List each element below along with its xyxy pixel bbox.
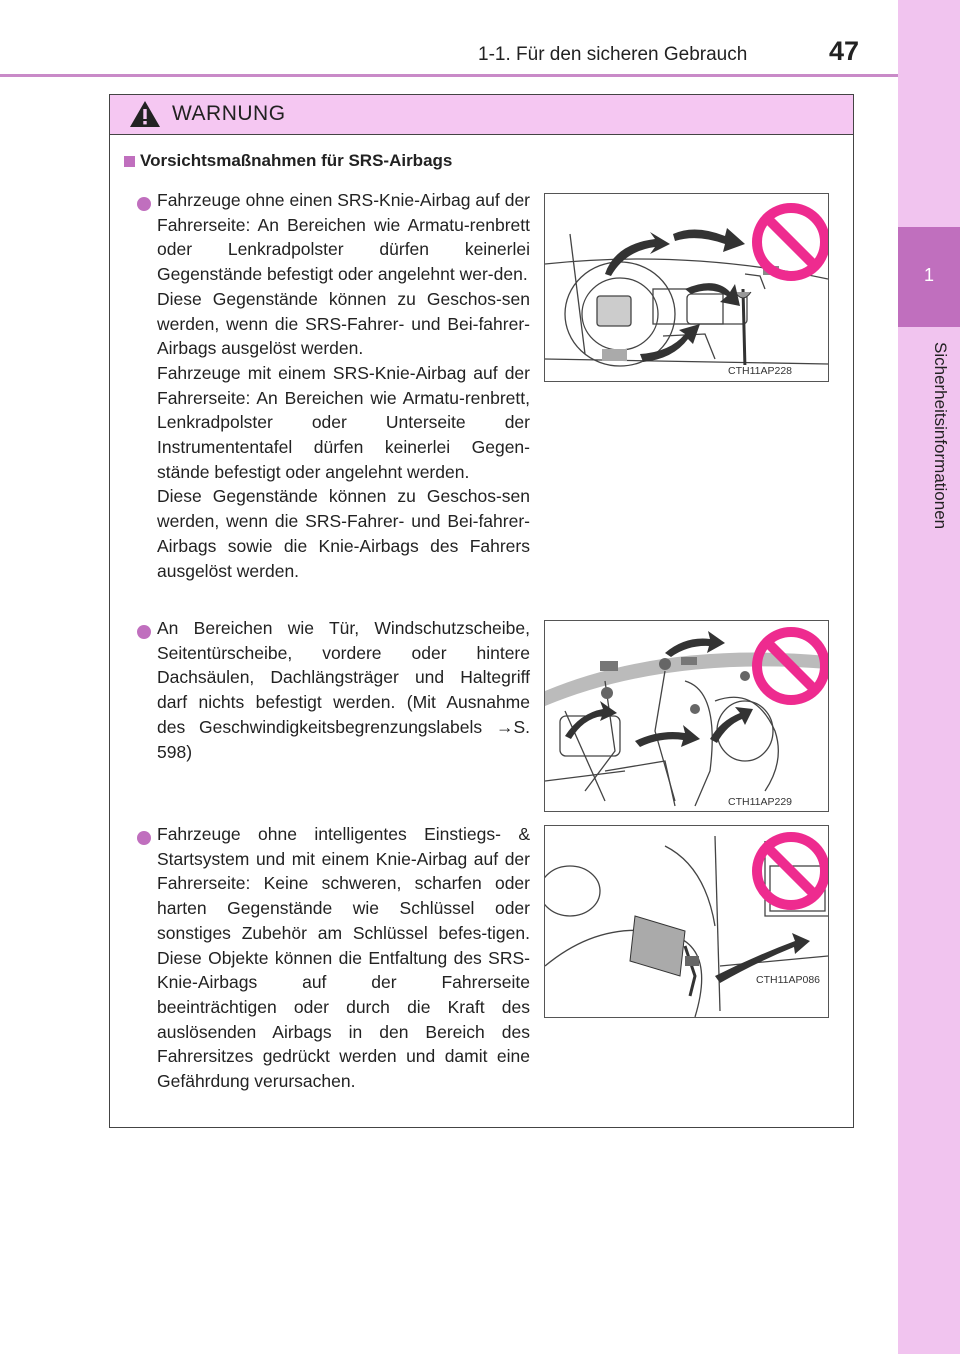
interior-illustration bbox=[545, 621, 828, 811]
section-heading: Vorsichtsmaßnahmen für SRS-Airbags bbox=[140, 151, 453, 170]
warning-item-2 bbox=[157, 616, 530, 764]
figure-interior bbox=[544, 620, 829, 812]
paragraph: An Bereichen wie Tür, Windschutzscheibe, Seitentürscheibe, vordere oder hintere Dachsäulen, Dachlängsträger und Haltegriff darf nichts befestigt werden. (Mit Ausnahme des Geschwindigkeitsbegrenzungslabels →S. 598) bbox=[157, 618, 530, 762]
header-divider bbox=[0, 74, 898, 77]
paragraph: Fahrzeuge ohne intelligentes Einstiegs- & Startsystem und mit einem Knie-Airbag auf der Fahrerseite: Keine schweren, scharfen oder harten Gegenstände wie Schlüssel oder sonstiges Zubehör am Schlüssel befes-tigen. Diese Objekte können die Entfaltung des SRS-Knie-Airbags auf der Fahrerseite beeinträchtigen oder durch die Kraft des auslösenden Airbags in den Bereich des Fahrersitzes gedrückt werden und damit eine Gefährdung verursachen. bbox=[157, 824, 530, 1092]
warning-title: WARNUNG bbox=[172, 102, 286, 125]
chapter-label: Sicherheitsinformationen bbox=[931, 342, 950, 530]
paragraph: Diese Gegenstände können zu Geschos-sen werden, wenn die SRS-Fahrer- und Bei-fahrer-Airbags ausgelöst werden. bbox=[157, 288, 530, 359]
figure-label: CTH11AP228 bbox=[728, 365, 793, 377]
chapter-number: 1 bbox=[923, 265, 934, 285]
prohibition-icon bbox=[757, 208, 825, 276]
figure-key bbox=[544, 825, 829, 1018]
bullet-icon bbox=[137, 831, 151, 845]
section-square-icon bbox=[124, 156, 135, 167]
page-number: 47 bbox=[829, 36, 860, 66]
chapter-tab bbox=[898, 0, 960, 1354]
paragraph: Diese Gegenstände können zu Geschos-sen werden, wenn die SRS-Fahrer- und Bei-fahrer-Airbags sowie die Knie-Airbags des Fahrers ausgelöst werden. bbox=[157, 486, 530, 581]
warning-header bbox=[110, 95, 853, 135]
section-title: 1-1. Für den sicheren Gebrauch bbox=[478, 44, 748, 65]
warning-item-3 bbox=[157, 822, 530, 1094]
key-illustration bbox=[545, 826, 828, 1017]
figure-label: CTH11AP086 bbox=[756, 974, 821, 986]
bullet-icon bbox=[137, 197, 151, 211]
figure-dashboard bbox=[544, 193, 829, 382]
warning-item-1 bbox=[157, 188, 530, 583]
prohibition-icon bbox=[757, 837, 825, 905]
warning-triangle-icon bbox=[128, 99, 162, 129]
paragraph: Fahrzeuge mit einem SRS-Knie-Airbag auf der Fahrerseite: An Bereichen wie Armatu-renbrett, Lenkradpolster oder Unterseite der Instrumententafel dürfen keinerlei Gegen-stände befestigt oder angelehnt werden. bbox=[157, 362, 530, 482]
bullet-icon bbox=[137, 625, 151, 639]
dashboard-illustration bbox=[545, 194, 828, 381]
figure-label: CTH11AP229 bbox=[728, 796, 793, 808]
paragraph: Fahrzeuge ohne einen SRS-Knie-Airbag auf der Fahrerseite: An Bereichen wie Armatu-renbrett oder Lenkradpolster dürfen keinerlei Gegenstände befestigt oder angelehnt wer-den. bbox=[157, 190, 530, 285]
